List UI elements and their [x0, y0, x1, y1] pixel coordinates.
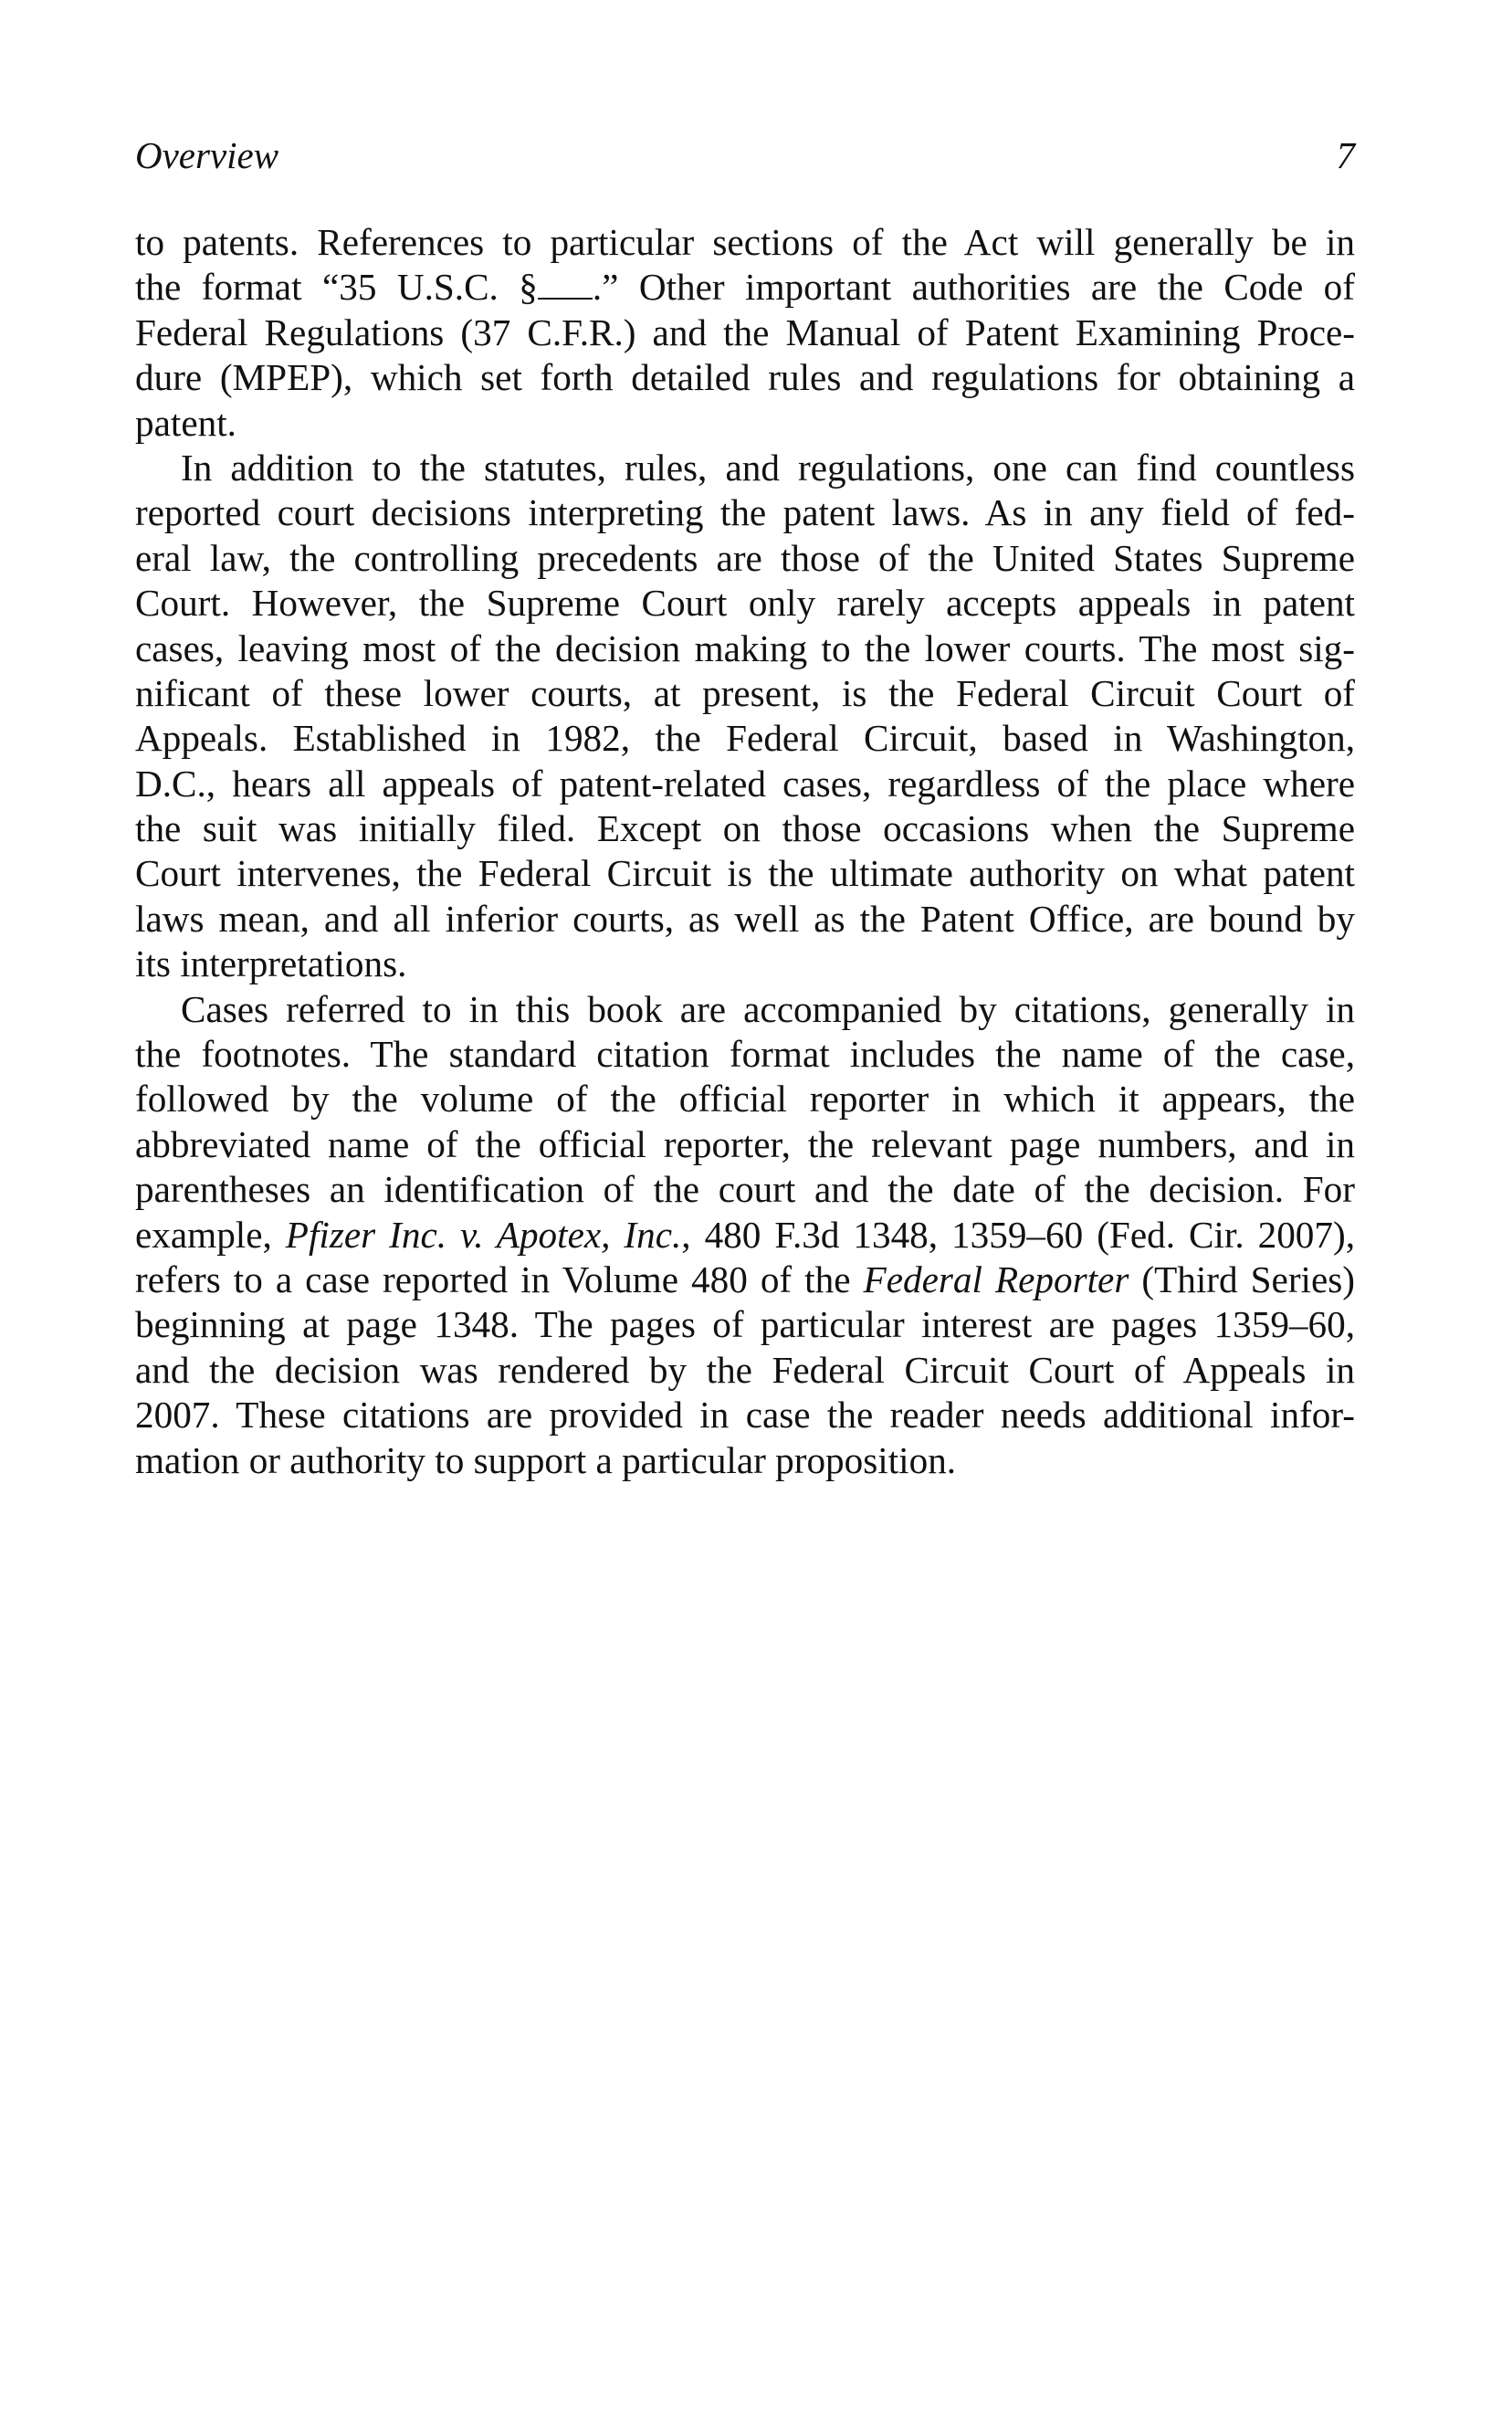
running-head: [135, 130, 1355, 181]
text-segment: the format “35 U.S.C. §: [135, 266, 538, 309]
text-segment: beginning at page 1348. The pages of particular interest are pages 1359–60,: [135, 1303, 1355, 1346]
italic-citation: Federal Reporter: [863, 1258, 1129, 1300]
text-segment: eral law, the controlling precedents are those of the United States Supreme: [135, 536, 1355, 579]
text-line: [135, 581, 1355, 626]
text-segment: mation or authority to support a particular proposition.: [135, 1438, 957, 1481]
text-segment: Cases referred to in this book are accompanied by citations, generally in: [181, 987, 1355, 1030]
text-line: [135, 626, 1355, 671]
page-number: 7: [1336, 134, 1355, 176]
text-line: [135, 942, 1355, 986]
text-line: [135, 897, 1355, 942]
text-line: [135, 671, 1355, 716]
text-line: [135, 762, 1355, 806]
text-line: [135, 265, 1355, 310]
text-line: [135, 536, 1355, 581]
text-segment: In addition to the statutes, rules, and regulations, one can find countless: [181, 446, 1355, 489]
text-segment: (Third Series): [1129, 1258, 1356, 1300]
text-line: [135, 806, 1355, 851]
text-line: [135, 851, 1355, 896]
text-segment: reported court decisions interpreting the patent laws. As in any field of fed-: [135, 491, 1355, 534]
text-segment: laws mean, and all inferior courts, as well as the Patent Office, are bound by: [135, 897, 1355, 940]
text-line: [135, 1438, 1355, 1483]
text-segment: and the decision was rendered by the Federal Circuit Court of Appeals in: [135, 1348, 1355, 1391]
text-line: [135, 220, 1355, 265]
text-line: [135, 1302, 1355, 1347]
text-line: [135, 1167, 1355, 1212]
text-segment: refers to a case reported in Volume 480 of the: [135, 1258, 864, 1300]
text-line: [135, 716, 1355, 761]
text-line: [135, 1348, 1355, 1393]
text-segment: dure (MPEP), which set forth detailed rules and regulations for obtaining a: [135, 356, 1355, 399]
text-segment: Federal Regulations (37 C.F.R.) and the Manual of Patent Examining Proce-: [135, 310, 1355, 353]
text-segment: , 480 F.3d 1348, 1359–60 (Fed. Cir. 2007),: [681, 1213, 1355, 1256]
text-line: [135, 310, 1355, 355]
section-title: Overview: [135, 134, 279, 176]
text-line: [135, 987, 1355, 1032]
text-line: [135, 1258, 1355, 1302]
text-segment: .” Other important authorities are the Code of: [592, 266, 1355, 309]
body-text: [135, 220, 1355, 1483]
text-line: [135, 355, 1355, 400]
text-segment: parentheses an identification of the court and the date of the decision. For: [135, 1168, 1355, 1211]
text-segment: example,: [135, 1213, 286, 1256]
text-segment: to patents. References to particular sections of the Act will generally be in: [135, 221, 1355, 263]
text-segment: Court. However, the Supreme Court only rarely accepts appeals in patent: [135, 582, 1355, 625]
text-segment: D.C., hears all appeals of patent-related cases, regardless of the place where: [135, 762, 1355, 805]
text-segment: its interpretations.: [135, 942, 407, 985]
text-line: [135, 446, 1355, 490]
text-line: [135, 1122, 1355, 1167]
text-line: [135, 490, 1355, 535]
text-line: [135, 401, 1355, 446]
blank-underline: [538, 270, 593, 300]
paragraph: [135, 220, 1355, 446]
text-segment: abbreviated name of the official reporter, the relevant page numbers, and in: [135, 1122, 1355, 1165]
text-line: [135, 1032, 1355, 1077]
text-segment: the footnotes. The standard citation format includes the name of the case,: [135, 1033, 1355, 1076]
text-segment: the suit was initially filed. Except on those occasions when the Supreme: [135, 807, 1355, 850]
text-segment: nificant of these lower courts, at present, is the Federal Circuit Court of: [135, 671, 1355, 714]
text-segment: Court intervenes, the Federal Circuit is the ultimate authority on what patent: [135, 852, 1355, 895]
text-segment: patent.: [135, 401, 236, 444]
text-line: [135, 1213, 1355, 1258]
text-segment: followed by the volume of the official reporter in which it appears, the: [135, 1078, 1355, 1121]
paragraph: [135, 987, 1355, 1483]
text-line: [135, 1077, 1355, 1121]
text-line: [135, 1393, 1355, 1437]
paragraph: [135, 446, 1355, 987]
text-segment: 2007. These citations are provided in case the reader needs additional infor-: [135, 1394, 1355, 1437]
text-segment: cases, leaving most of the decision making to the lower courts. The most sig-: [135, 626, 1355, 669]
italic-citation: Pfizer Inc. v. Apotex, Inc.: [285, 1213, 682, 1256]
text-segment: Appeals. Established in 1982, the Federal Circuit, based in Washington,: [135, 717, 1355, 760]
